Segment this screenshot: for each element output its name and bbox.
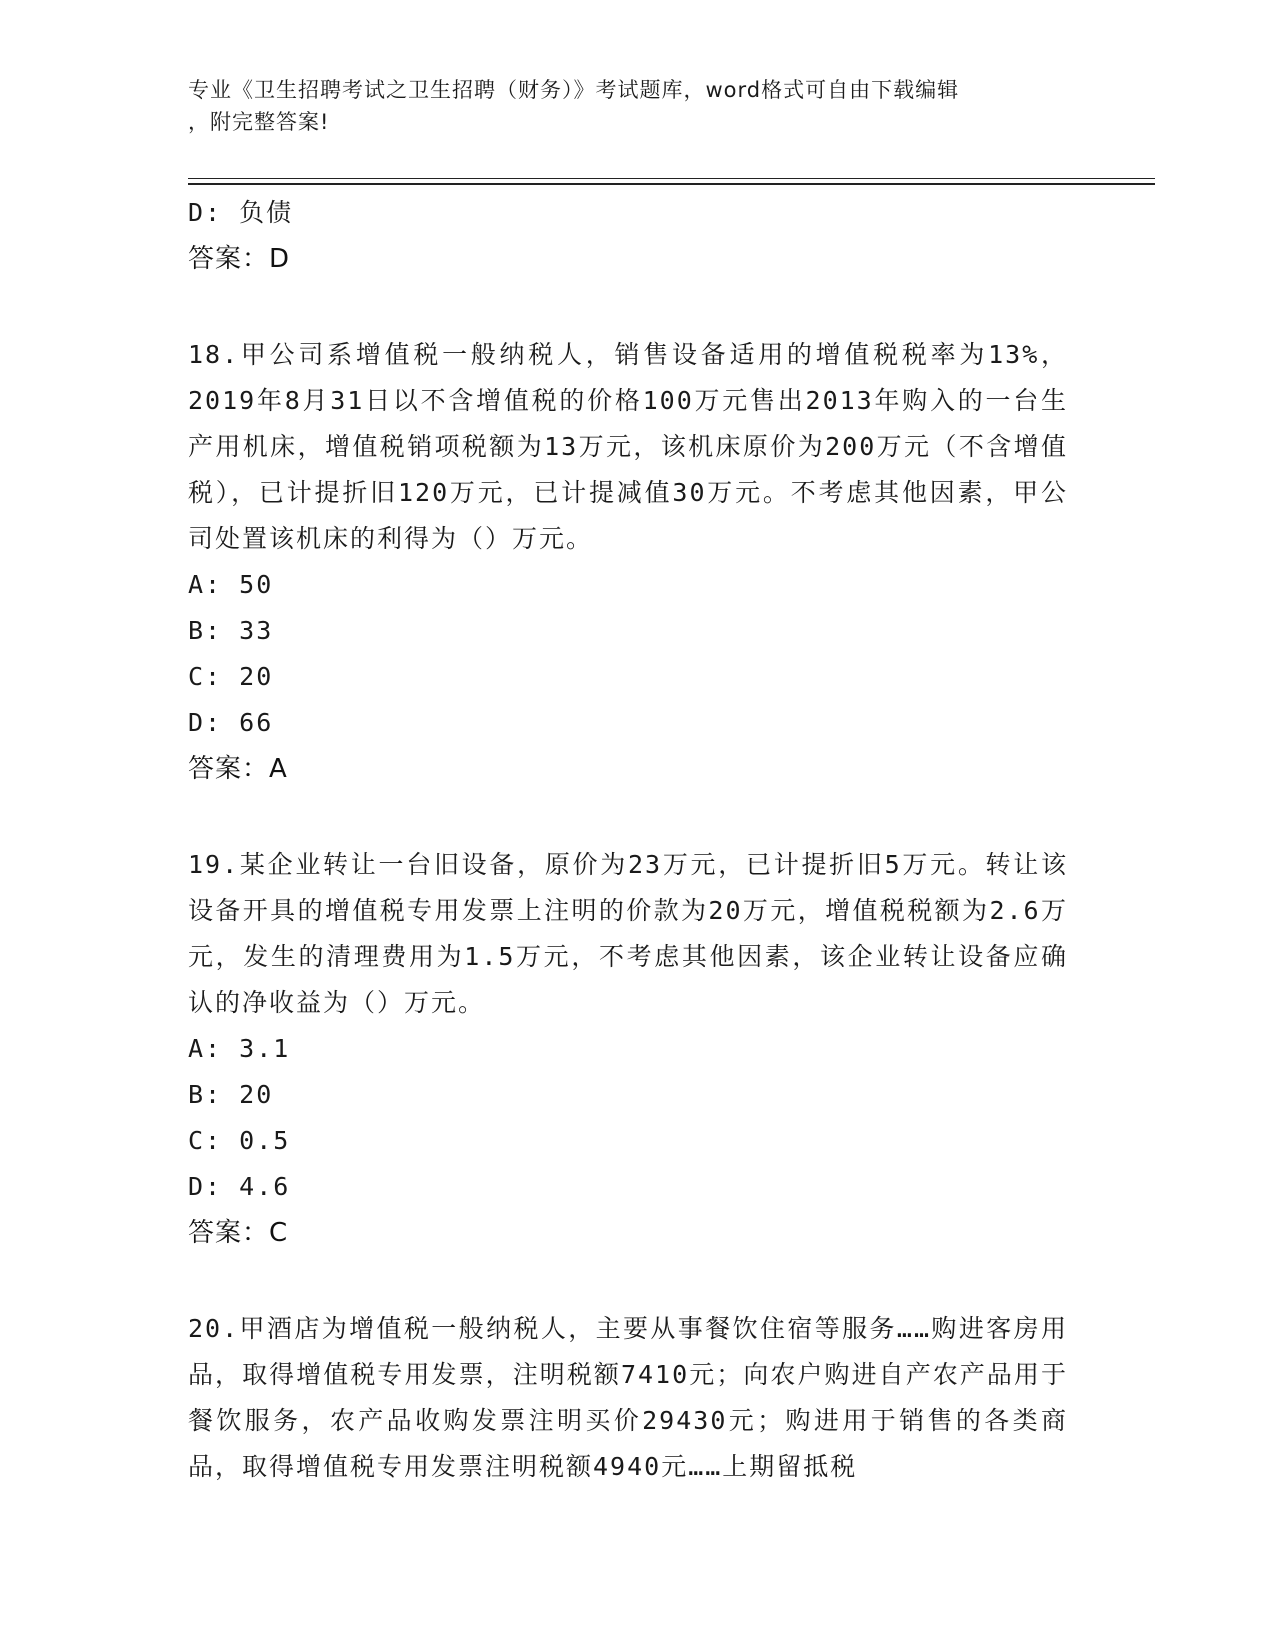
option-d: D: 负债 (188, 198, 294, 227)
question-stem: 19.某企业转让一台旧设备，原价为23万元，已计提折旧5万元。转让该设备开具的增值税专用发票上注明的价款为20万元，增值税税额为2.6万元，发生的清理费用为1.5万元，不考虑其他因素，该企业转让设备应确认的净收益为（）万元。 (188, 850, 1068, 1017)
previous-question-tail (188, 190, 1068, 282)
option-d: D: 66 (188, 708, 274, 737)
header-rule-thin (188, 178, 1155, 179)
document-body (188, 190, 1068, 1490)
answer-line: 答案：C (188, 1218, 289, 1248)
header-line-2: ，附完整答案! (188, 110, 330, 134)
option-d: D: 4.6 (188, 1172, 291, 1201)
option-c: C: 20 (188, 662, 274, 691)
question-20 (188, 1306, 1068, 1490)
header-line-1: 专业《卫生招聘考试之卫生招聘（财务）》考试题库，word格式可自由下载编辑 (188, 78, 960, 102)
spacer (188, 282, 1068, 332)
question-18 (188, 332, 1068, 792)
option-b: B: 33 (188, 616, 274, 645)
question-stem: 18.甲公司系增值税一般纳税人，销售设备适用的增值税税率为13%，2019年8月31日以不含增值税的价格100万元售出2013年购入的一台生产用机床，增值税销项税额为13万元，该机床原价为200万元（不含增值税），已计提折旧120万元，已计提减值30万元。不考虑其他因素，甲公司处置该机床的利得为（）万元。 (188, 340, 1068, 553)
spacer (188, 1256, 1068, 1306)
option-a: A: 3.1 (188, 1034, 291, 1063)
spacer (188, 792, 1068, 842)
option-b: B: 20 (188, 1080, 274, 1109)
page-header (188, 74, 1078, 138)
header-rule-thick (188, 183, 1155, 185)
question-stem: 20.甲酒店为增值税一般纳税人，主要从事餐饮住宿等服务……购进客房用品，取得增值税专用发票，注明税额7410元；向农户购进自产农产品用于餐饮服务，农产品收购发票注明买价29430元；购进用于销售的各类商品，取得增值税专用发票注明税额4940元……上期留抵税 (188, 1314, 1068, 1481)
answer-line: 答案：A (188, 754, 288, 784)
option-a: A: 50 (188, 570, 274, 599)
question-19 (188, 842, 1068, 1256)
option-c: C: 0.5 (188, 1126, 291, 1155)
answer-line: 答案：D (188, 244, 291, 274)
